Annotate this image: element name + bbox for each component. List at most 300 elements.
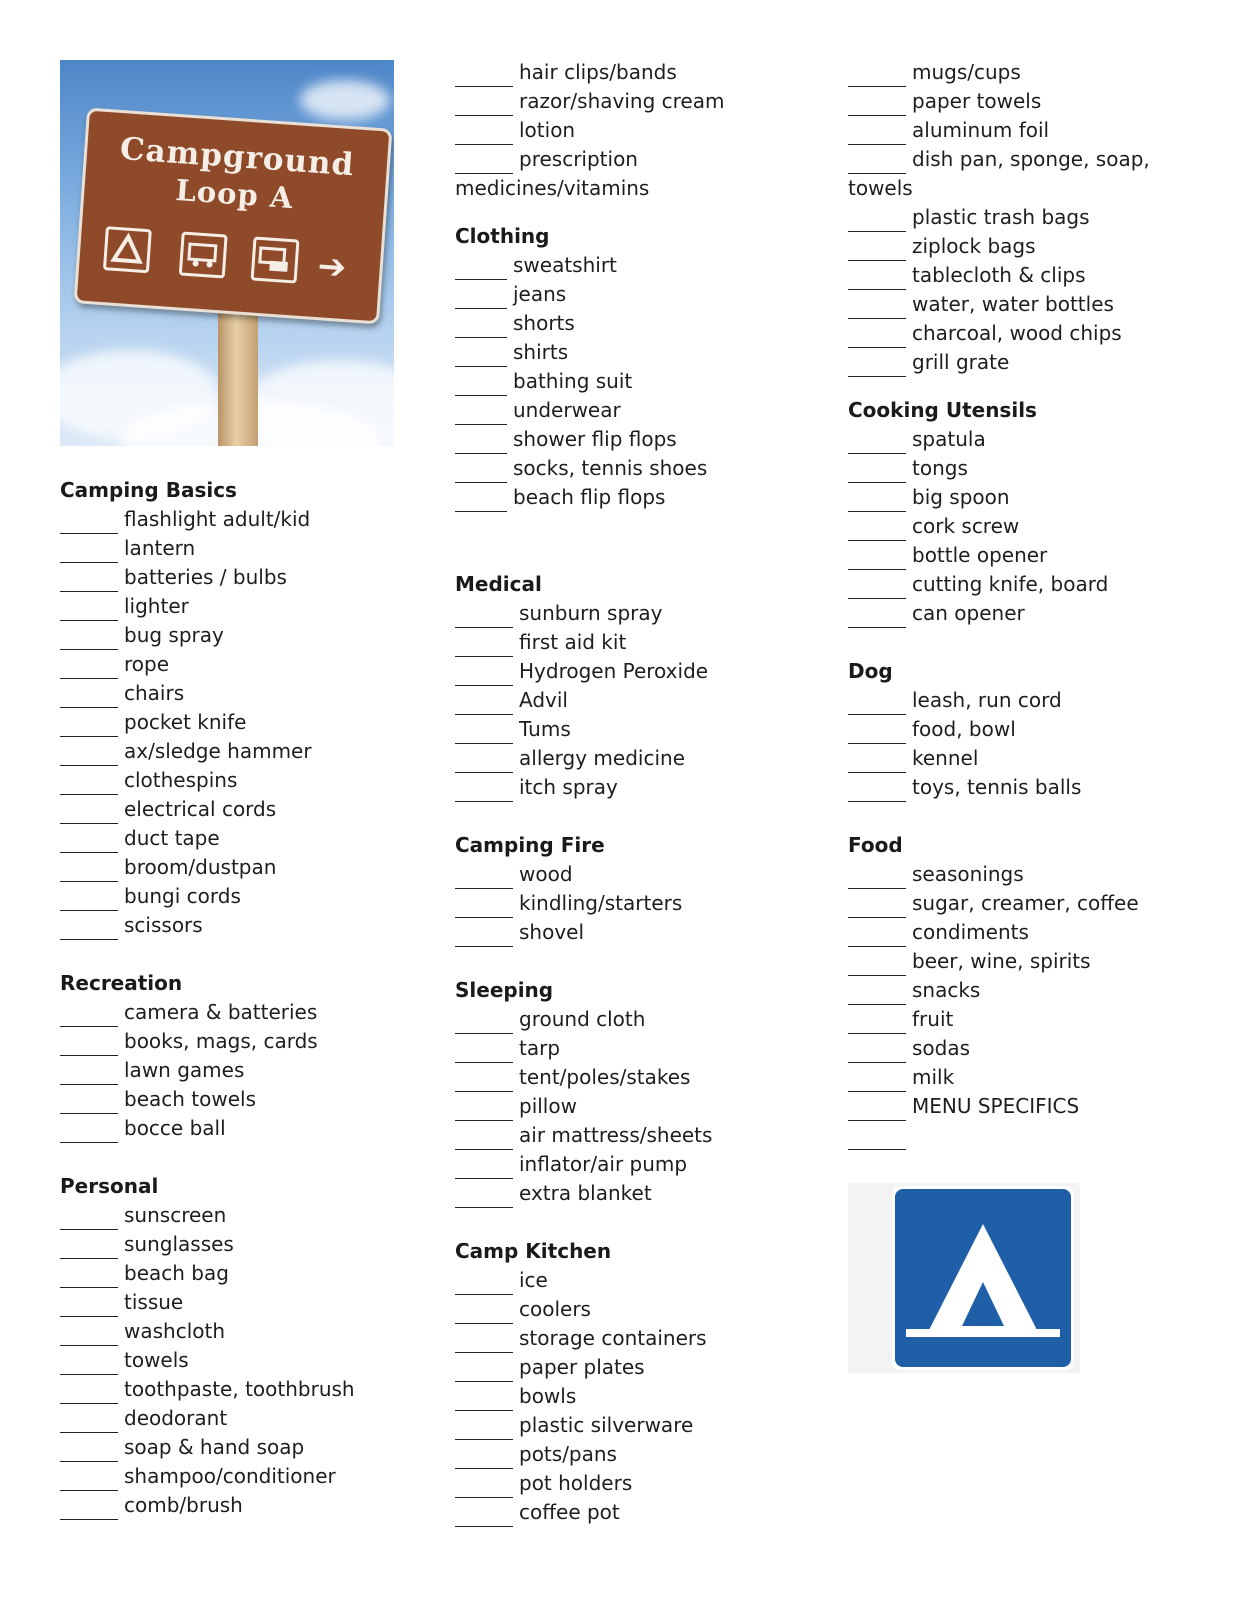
checkbox-blank-line[interactable] xyxy=(455,460,507,483)
checklist-item xyxy=(848,918,1218,947)
checkbox-blank-line[interactable] xyxy=(455,1417,513,1440)
checkbox-blank-line[interactable] xyxy=(848,866,906,889)
item-label: camera & batteries xyxy=(124,1000,318,1024)
checklist-item xyxy=(848,512,1218,541)
checklist-item xyxy=(60,534,420,563)
checkbox-blank-line[interactable] xyxy=(60,569,118,592)
checklist-item xyxy=(848,570,1218,599)
item-label: water, water bottles xyxy=(912,292,1114,316)
item-continuation: medicines/vitamins xyxy=(455,176,650,200)
checkbox-blank-line[interactable] xyxy=(455,750,513,773)
checkbox-blank-line[interactable] xyxy=(455,489,507,512)
checkbox-blank-line[interactable] xyxy=(848,209,906,232)
checklist-item xyxy=(455,773,825,802)
item-label: food, bowl xyxy=(912,717,1016,741)
checkbox-blank-line[interactable] xyxy=(455,1301,513,1324)
checkbox-blank-line[interactable] xyxy=(848,721,906,744)
item-label: grill grate xyxy=(912,350,1010,374)
checklist-item xyxy=(60,592,420,621)
item-label: beach flip flops xyxy=(513,485,666,509)
checklist-item xyxy=(455,1034,825,1063)
checklist-item xyxy=(60,1027,420,1056)
checklist-item xyxy=(60,1462,420,1491)
checklist-item xyxy=(455,1092,825,1121)
checkbox-blank-line[interactable] xyxy=(848,576,906,599)
checkbox-blank-line[interactable] xyxy=(455,344,507,367)
item-label: comb/brush xyxy=(124,1493,243,1517)
checklist-item xyxy=(60,1404,420,1433)
checkbox-blank-line[interactable] xyxy=(455,1127,513,1150)
checkbox-blank-line[interactable] xyxy=(60,1062,118,1085)
checkbox-blank-line[interactable] xyxy=(848,1011,906,1034)
checklist-item xyxy=(455,58,825,87)
checkbox-blank-line[interactable] xyxy=(60,830,118,853)
checklist-item xyxy=(455,145,825,174)
item-label: prescription xyxy=(519,147,638,171)
checkbox-blank-line[interactable] xyxy=(455,779,513,802)
checkbox-blank-line[interactable] xyxy=(848,779,906,802)
item-label: leash, run cord xyxy=(912,688,1062,712)
checklist-item xyxy=(848,860,1218,889)
column-3 xyxy=(848,58,1218,1150)
checklist-item xyxy=(455,1266,825,1295)
checkbox-blank-line[interactable] xyxy=(848,267,906,290)
sign-post xyxy=(218,300,258,446)
item-label: hair clips/bands xyxy=(519,60,677,84)
item-label: shirts xyxy=(513,340,569,364)
checklist-item xyxy=(60,679,420,708)
checkbox-blank-line[interactable] xyxy=(455,64,513,87)
checkbox-blank-line[interactable] xyxy=(60,917,118,940)
checkbox-blank-line[interactable] xyxy=(455,1069,513,1092)
item-label: underwear xyxy=(513,398,621,422)
item-label: duct tape xyxy=(124,826,220,850)
checklist-item xyxy=(60,1114,420,1143)
campground-symbol xyxy=(848,1183,1080,1373)
checklist-item xyxy=(60,998,420,1027)
checkbox-blank-line[interactable] xyxy=(60,1120,118,1143)
item-label: flashlight adult/kid xyxy=(124,507,311,531)
item-label: washcloth xyxy=(124,1319,226,1343)
section-heading: Camping Basics xyxy=(60,478,237,502)
checkbox-blank-line[interactable] xyxy=(848,692,906,715)
item-label: rope xyxy=(124,652,170,676)
checklist-item xyxy=(60,795,420,824)
section-heading: Food xyxy=(848,833,903,857)
checklist-item xyxy=(848,773,1218,802)
checklist-item xyxy=(848,145,1218,174)
item-label: tent/poles/stakes xyxy=(519,1065,691,1089)
checkbox-blank-line[interactable] xyxy=(455,93,513,116)
checklist-item xyxy=(455,1353,825,1382)
item-label: sweatshirt xyxy=(513,253,617,277)
tent-icon xyxy=(103,226,152,273)
item-label: lighter xyxy=(124,594,189,618)
checkbox-blank-line[interactable] xyxy=(455,286,507,309)
checklist-item xyxy=(848,454,1218,483)
item-label: batteries / bulbs xyxy=(124,565,287,589)
item-label: first aid kit xyxy=(519,630,627,654)
checklist-item xyxy=(848,116,1218,145)
checklist-item xyxy=(455,367,825,396)
checkbox-blank-line[interactable] xyxy=(848,750,906,773)
item-label: ax/sledge hammer xyxy=(124,739,312,763)
checkbox-blank-line[interactable] xyxy=(848,431,906,454)
checklist-item xyxy=(455,657,825,686)
checklist-item xyxy=(848,541,1218,570)
item-label: milk xyxy=(912,1065,955,1089)
item-label: ice xyxy=(519,1268,548,1292)
rv-icon xyxy=(179,231,228,278)
checkbox-blank-line[interactable] xyxy=(455,1446,513,1469)
checkbox-blank-line[interactable] xyxy=(60,1294,118,1317)
checkbox-blank-line[interactable] xyxy=(60,1323,118,1346)
checklist-item xyxy=(60,766,420,795)
checkbox-blank-line[interactable] xyxy=(455,895,513,918)
item-label: sunglasses xyxy=(124,1232,234,1256)
item-label: lantern xyxy=(124,536,196,560)
checkbox-blank-line[interactable] xyxy=(455,663,513,686)
item-label: beach towels xyxy=(124,1087,257,1111)
checklist-item xyxy=(455,483,825,512)
item-label: socks, tennis shoes xyxy=(513,456,708,480)
checklist-item xyxy=(455,1411,825,1440)
checkbox-blank-line[interactable] xyxy=(848,924,906,947)
checklist-item xyxy=(455,1150,825,1179)
checklist-item xyxy=(455,686,825,715)
item-label: dish pan, sponge, soap, xyxy=(912,147,1150,171)
sign-text-line1: Campground xyxy=(118,131,356,184)
checklist-item xyxy=(848,947,1218,976)
checkbox-blank-line[interactable] xyxy=(60,888,118,911)
item-label: toys, tennis balls xyxy=(912,775,1082,799)
checklist-item xyxy=(60,708,420,737)
checkbox-blank-line[interactable] xyxy=(60,1352,118,1375)
checklist-item xyxy=(848,744,1218,773)
checklist-item xyxy=(848,599,1218,628)
checkbox-blank-line[interactable] xyxy=(455,373,507,396)
checkbox-blank-line[interactable] xyxy=(848,354,906,377)
item-label: can opener xyxy=(912,601,1025,625)
checklist-item xyxy=(60,853,420,882)
item-label: inflator/air pump xyxy=(519,1152,688,1176)
checkbox-blank-line[interactable] xyxy=(455,866,513,889)
item-label: chairs xyxy=(124,681,185,705)
item-label: deodorant xyxy=(124,1406,228,1430)
checklist-item xyxy=(60,1346,420,1375)
checkbox-blank-line[interactable] xyxy=(60,1468,118,1491)
checkbox-blank-line[interactable] xyxy=(60,540,118,563)
checkbox-blank-line[interactable] xyxy=(60,1439,118,1462)
checkbox-blank-line[interactable] xyxy=(848,1127,906,1150)
checklist-item xyxy=(455,1469,825,1498)
checklist-item xyxy=(455,251,825,280)
checklist-item xyxy=(60,1056,420,1085)
checkbox-blank-line[interactable] xyxy=(60,714,118,737)
checkbox-blank-line[interactable] xyxy=(455,1156,513,1179)
checkbox-blank-line[interactable] xyxy=(848,895,906,918)
item-label: tissue xyxy=(124,1290,184,1314)
item-label: shovel xyxy=(519,920,585,944)
item-label: paper towels xyxy=(912,89,1042,113)
checklist-item xyxy=(848,1005,1218,1034)
checkbox-blank-line[interactable] xyxy=(455,402,507,425)
checkbox-blank-line[interactable] xyxy=(455,634,513,657)
item-label: sunscreen xyxy=(124,1203,227,1227)
checklist-item xyxy=(455,1005,825,1034)
checkbox-blank-line[interactable] xyxy=(60,1381,118,1404)
item-label: coffee pot xyxy=(519,1500,620,1524)
checklist-item xyxy=(848,889,1218,918)
checklist-item xyxy=(60,563,420,592)
checkbox-blank-line[interactable] xyxy=(60,598,118,621)
checklist-item xyxy=(60,1433,420,1462)
item-label: storage containers xyxy=(519,1326,707,1350)
section-heading: Medical xyxy=(455,572,542,596)
section-heading: Personal xyxy=(60,1174,159,1198)
checkbox-blank-line[interactable] xyxy=(848,953,906,976)
section-heading: Clothing xyxy=(455,224,550,248)
checkbox-blank-line[interactable] xyxy=(60,511,118,534)
item-label: kindling/starters xyxy=(519,891,683,915)
checkbox-blank-line[interactable] xyxy=(848,151,906,174)
checkbox-blank-line[interactable] xyxy=(455,257,507,280)
checklist-item xyxy=(60,911,420,940)
item-continuation: towels xyxy=(848,176,913,200)
checklist-item xyxy=(848,1063,1218,1092)
checklist-item xyxy=(848,87,1218,116)
checkbox-blank-line[interactable] xyxy=(455,1185,513,1208)
checkbox-blank-line[interactable] xyxy=(455,1359,513,1382)
checkbox-blank-line[interactable] xyxy=(848,460,906,483)
checklist-item xyxy=(848,348,1218,377)
item-label: shorts xyxy=(513,311,575,335)
checklist-item xyxy=(60,1491,420,1520)
checkbox-blank-line[interactable] xyxy=(455,1475,513,1498)
item-label: extra blanket xyxy=(519,1181,652,1205)
checkbox-blank-line[interactable] xyxy=(848,325,906,348)
checklist-item xyxy=(60,1375,420,1404)
checkbox-blank-line[interactable] xyxy=(848,518,906,541)
item-label: beach bag xyxy=(124,1261,229,1285)
item-label: snacks xyxy=(912,978,981,1002)
item-label: tablecloth & clips xyxy=(912,263,1086,287)
checklist-item xyxy=(60,1288,420,1317)
item-label: toothpaste, toothbrush xyxy=(124,1377,355,1401)
item-label: plastic silverware xyxy=(519,1413,694,1437)
item-label: lotion xyxy=(519,118,576,142)
checklist-item xyxy=(455,1063,825,1092)
checkbox-blank-line[interactable] xyxy=(60,627,118,650)
checklist-item xyxy=(455,454,825,483)
checkbox-blank-line[interactable] xyxy=(455,151,513,174)
checkbox-blank-line[interactable] xyxy=(848,296,906,319)
checklist-item xyxy=(848,290,1218,319)
item-label: tarp xyxy=(519,1036,561,1060)
road-sign xyxy=(74,108,393,325)
checkbox-blank-line[interactable] xyxy=(60,656,118,679)
item-label: soap & hand soap xyxy=(124,1435,305,1459)
checkbox-blank-line[interactable] xyxy=(60,859,118,882)
checklist-item xyxy=(455,599,825,628)
arrow-right-icon: ➔ xyxy=(316,246,348,288)
section-heading: Recreation xyxy=(60,971,183,995)
checklist-item xyxy=(60,1085,420,1114)
checklist-item xyxy=(848,203,1218,232)
checkbox-blank-line[interactable] xyxy=(60,1236,118,1259)
checklist-item xyxy=(455,87,825,116)
item-label: bungi cords xyxy=(124,884,241,908)
item-label: beer, wine, spirits xyxy=(912,949,1091,973)
item-label: coolers xyxy=(519,1297,591,1321)
item-label: aluminum foil xyxy=(912,118,1050,142)
checkbox-blank-line[interactable] xyxy=(60,1004,118,1027)
checkbox-blank-line[interactable] xyxy=(60,772,118,795)
checklist-item xyxy=(60,1259,420,1288)
item-label: shampoo/conditioner xyxy=(124,1464,336,1488)
checkbox-blank-line[interactable] xyxy=(848,238,906,261)
checklist-item xyxy=(60,1230,420,1259)
item-label: pots/pans xyxy=(519,1442,617,1466)
checkbox-blank-line[interactable] xyxy=(455,1098,513,1121)
checklist-item xyxy=(848,1092,1218,1121)
checkbox-blank-line[interactable] xyxy=(60,1033,118,1056)
checkbox-blank-line[interactable] xyxy=(60,1265,118,1288)
checkbox-blank-line[interactable] xyxy=(848,64,906,87)
checkbox-blank-line[interactable] xyxy=(848,489,906,512)
checkbox-blank-line[interactable] xyxy=(455,1330,513,1353)
checkbox-blank-line[interactable] xyxy=(60,1410,118,1433)
checkbox-blank-line[interactable] xyxy=(455,721,513,744)
item-label: air mattress/sheets xyxy=(519,1123,713,1147)
checklist-item xyxy=(455,1121,825,1150)
checklist-item xyxy=(848,1121,1218,1150)
checkbox-blank-line[interactable] xyxy=(455,315,507,338)
item-label: big spoon xyxy=(912,485,1010,509)
item-label: MENU SPECIFICS xyxy=(912,1094,1080,1118)
checklist-item xyxy=(455,889,825,918)
checkbox-blank-line[interactable] xyxy=(455,1388,513,1411)
checklist-item xyxy=(848,425,1218,454)
checkbox-blank-line[interactable] xyxy=(848,547,906,570)
checkbox-blank-line[interactable] xyxy=(60,743,118,766)
item-label: spatula xyxy=(912,427,986,451)
item-label: pocket knife xyxy=(124,710,247,734)
trailer-icon xyxy=(251,236,300,283)
checklist-item xyxy=(60,650,420,679)
checkbox-blank-line[interactable] xyxy=(60,1091,118,1114)
checkbox-blank-line[interactable] xyxy=(455,1504,513,1527)
checklist-item xyxy=(455,1440,825,1469)
item-label: tongs xyxy=(912,456,968,480)
checkbox-blank-line[interactable] xyxy=(60,685,118,708)
item-label: mugs/cups xyxy=(912,60,1021,84)
checklist-item xyxy=(455,338,825,367)
checklist-item xyxy=(60,621,420,650)
checkbox-blank-line[interactable] xyxy=(455,1040,513,1063)
section-heading: Cooking Utensils xyxy=(848,398,1037,422)
checklist-item xyxy=(455,1324,825,1353)
sign-text-line2: Loop A xyxy=(174,172,295,216)
item-label: lawn games xyxy=(124,1058,245,1082)
item-label: cork screw xyxy=(912,514,1020,538)
section-heading: Camp Kitchen xyxy=(455,1239,612,1263)
checklist-item xyxy=(60,824,420,853)
checkbox-blank-line[interactable] xyxy=(848,93,906,116)
checklist-item xyxy=(455,1498,825,1527)
checklist-item xyxy=(455,309,825,338)
item-label: towels xyxy=(124,1348,189,1372)
checklist-item xyxy=(455,628,825,657)
checklist-item xyxy=(455,1382,825,1411)
item-label: sugar, creamer, coffee xyxy=(912,891,1139,915)
item-label: ziplock bags xyxy=(912,234,1036,258)
item-label: scissors xyxy=(124,913,203,937)
checklist-item xyxy=(848,715,1218,744)
checkbox-blank-line[interactable] xyxy=(455,1272,513,1295)
checklist-item xyxy=(455,744,825,773)
column-2 xyxy=(455,58,825,1527)
item-label: paper plates xyxy=(519,1355,645,1379)
checkbox-blank-line[interactable] xyxy=(848,1098,906,1121)
item-label: fruit xyxy=(912,1007,954,1031)
checklist-item xyxy=(60,737,420,766)
checklist-item xyxy=(455,280,825,309)
checkbox-blank-line[interactable] xyxy=(848,122,906,145)
item-label: electrical cords xyxy=(124,797,277,821)
item-label: seasonings xyxy=(912,862,1024,886)
item-label: bowls xyxy=(519,1384,577,1408)
item-label: sunburn spray xyxy=(519,601,663,625)
checklist-item xyxy=(848,319,1218,348)
checkbox-blank-line[interactable] xyxy=(455,431,507,454)
checkbox-blank-line[interactable] xyxy=(848,605,906,628)
checklist-item xyxy=(60,1317,420,1346)
checklist-item xyxy=(455,918,825,947)
section-heading: Dog xyxy=(848,659,893,683)
item-label: cutting knife, board xyxy=(912,572,1109,596)
item-label: Hydrogen Peroxide xyxy=(519,659,709,683)
checkbox-blank-line[interactable] xyxy=(455,692,513,715)
checklist-item xyxy=(848,686,1218,715)
checklist-item xyxy=(60,882,420,911)
checklist-item xyxy=(60,1201,420,1230)
item-label: pillow xyxy=(519,1094,577,1118)
checkbox-blank-line[interactable] xyxy=(455,122,513,145)
checkbox-blank-line[interactable] xyxy=(455,605,513,628)
checklist-item xyxy=(848,232,1218,261)
checklist-item xyxy=(848,1034,1218,1063)
checklist-item xyxy=(60,505,420,534)
checkbox-blank-line[interactable] xyxy=(848,1069,906,1092)
item-label: ground cloth xyxy=(519,1007,646,1031)
checkbox-blank-line[interactable] xyxy=(60,1207,118,1230)
checkbox-blank-line[interactable] xyxy=(60,801,118,824)
checkbox-blank-line[interactable] xyxy=(455,924,513,947)
checklist-item xyxy=(848,58,1218,87)
checkbox-blank-line[interactable] xyxy=(455,1011,513,1034)
item-label: condiments xyxy=(912,920,1029,944)
item-label: charcoal, wood chips xyxy=(912,321,1122,345)
checkbox-blank-line[interactable] xyxy=(848,1040,906,1063)
checkbox-blank-line[interactable] xyxy=(60,1497,118,1520)
checkbox-blank-line[interactable] xyxy=(848,982,906,1005)
campground-sign-photo xyxy=(60,60,394,446)
checklist-item xyxy=(455,1179,825,1208)
item-label: allergy medicine xyxy=(519,746,686,770)
checklist-item xyxy=(455,715,825,744)
section-heading: Camping Fire xyxy=(455,833,605,857)
